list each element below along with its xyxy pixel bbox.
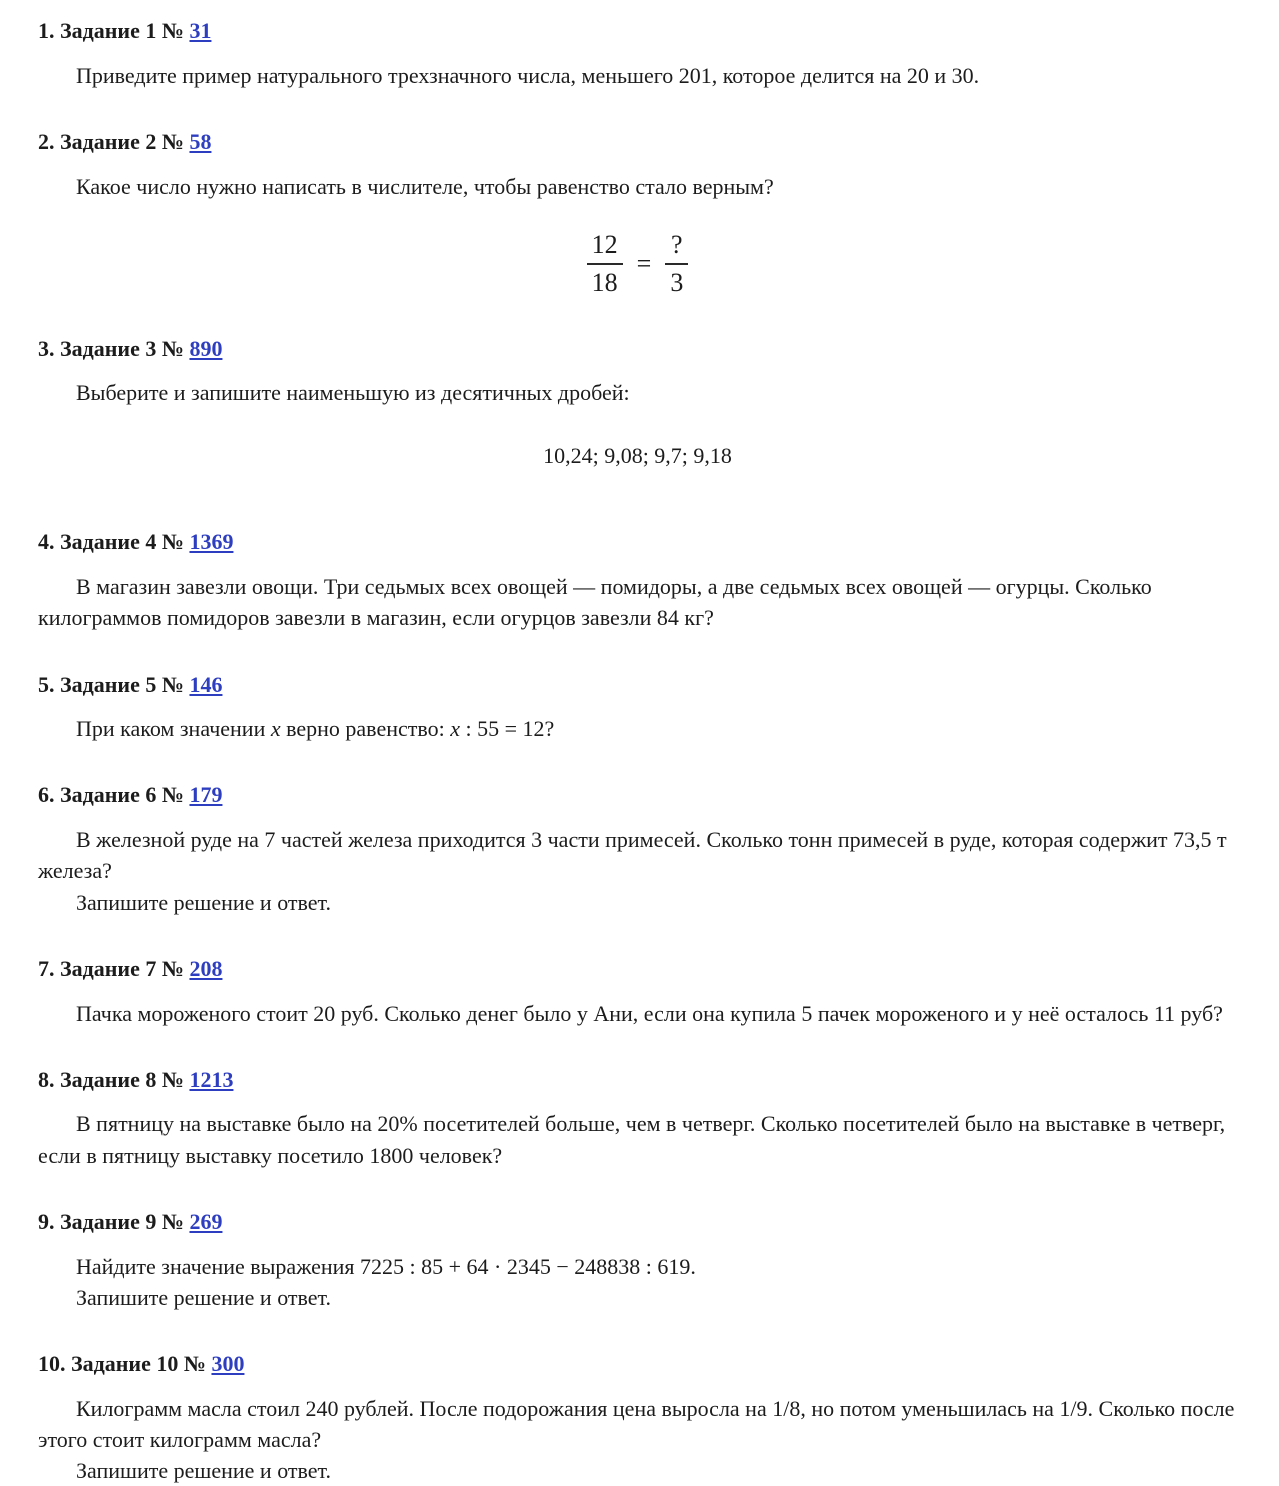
text-segment: верно равенство: (280, 716, 451, 742)
task-number-link[interactable]: 269 (189, 1208, 223, 1234)
variable-x: x (270, 716, 281, 742)
task-number-link[interactable]: 58 (189, 128, 212, 154)
variable-x: x (450, 716, 460, 742)
task-item-10 (38, 1349, 1237, 1486)
decimal-options: 10,24; 9,08; 9,7; 9,18 (543, 442, 732, 468)
task-text (38, 713, 1237, 744)
text-segment: При каком значении (76, 716, 271, 742)
task-heading-text: 8. Задание 8 № (38, 1066, 184, 1092)
fraction-denominator: 18 (591, 267, 618, 297)
task-text: Какое число нужно написать в числителе, чтобы равенство стало верным? (76, 173, 774, 199)
task-item-2 (38, 127, 1237, 298)
task-heading-text: 4. Задание 4 № (38, 529, 184, 555)
task-text: В пятницу на выставке было на 20% посетителей больше, чем в четверг. Сколько посетителей было на выставке в четверг, если в пятницу выставку посетило 1800 человек? (38, 1111, 1226, 1168)
task-heading (38, 1349, 1237, 1379)
task-heading-text: 9. Задание 9 № (38, 1208, 184, 1234)
task-heading-text: 5. Задание 5 № (38, 671, 184, 697)
task-number-link[interactable]: 31 (189, 18, 212, 43)
fraction-numerator: ? (665, 230, 688, 265)
task-item-5 (38, 670, 1237, 745)
task-number-link[interactable]: 208 (189, 955, 223, 981)
fraction-left (587, 230, 623, 298)
task-heading-text: 6. Задание 6 № (38, 782, 184, 808)
task-item-1 (38, 16, 1237, 91)
fraction-equation (38, 230, 1237, 298)
task-heading-text: 2. Задание 2 № (38, 128, 184, 154)
task-item-6 (38, 780, 1237, 917)
task-heading (38, 527, 1237, 557)
task-list (38, 16, 1237, 1486)
text-segment: : 55 = 12? (459, 716, 555, 742)
task-number-link[interactable]: 300 (211, 1351, 245, 1377)
task-heading (38, 16, 1237, 46)
task-number-link[interactable]: 890 (189, 335, 223, 361)
task-item-3 (38, 334, 1237, 472)
task-heading-text: 10. Задание 10 № (38, 1351, 206, 1377)
task-heading-text: 7. Задание 7 № (38, 955, 184, 981)
task-heading (38, 780, 1237, 810)
task-heading (38, 954, 1237, 984)
task-instruction: Запишите решение и ответ. (76, 1458, 331, 1484)
fraction-right (665, 230, 688, 298)
equals-sign: = (636, 248, 652, 278)
task-number-link[interactable]: 1369 (189, 529, 234, 555)
task-text: Найдите значение выражения 7225 : 85 + 64 · 2345 − 248838 : 619. (76, 1253, 696, 1279)
task-heading (38, 1065, 1237, 1095)
task-instruction: Запишите решение и ответ. (76, 1284, 331, 1310)
task-item-8 (38, 1065, 1237, 1171)
task-number-link[interactable]: 146 (189, 671, 223, 697)
task-text: Пачка мороженого стоит 20 руб. Сколько денег было у Ани, если она купила 5 пачек мороженого и у неё осталось 11 руб? (76, 1000, 1223, 1026)
task-heading (38, 1207, 1237, 1237)
task-item-9 (38, 1207, 1237, 1313)
fraction-denominator: 3 (670, 267, 684, 297)
task-heading (38, 670, 1237, 700)
task-item-7 (38, 954, 1237, 1029)
task-heading (38, 334, 1237, 364)
task-text: В железной руде на 7 частей железа приходится 3 части примесей. Сколько тонн примесей в руде, которая содержит 73,5 т железа? (38, 827, 1227, 884)
task-text: Выберите и запишите наименьшую из десятичных дробей: (76, 380, 630, 406)
fraction-numerator: 12 (587, 230, 623, 265)
task-heading-text: 1. Задание 1 № (38, 18, 184, 43)
task-heading (38, 127, 1237, 157)
task-text: Килограмм масла стоил 240 рублей. После подорожания цена выросла на 1/8, но потом уменьшилась на 1/9. Сколько после этого стоит килограмм масла? (38, 1395, 1235, 1452)
task-heading-text: 3. Задание 3 № (38, 335, 184, 361)
task-text: В магазин завезли овощи. Три седьмых всех овощей — помидоры, а две седьмых всех овощей — огурцы. Сколько килограммов помидоров завезли в магазин, если огурцов завезли 84 кг? (38, 574, 1152, 631)
task-text: Приведите пример натурального трехзначного числа, меньшего 201, которое делится на 20 и 30. (76, 62, 980, 88)
task-instruction: Запишите решение и ответ. (76, 889, 331, 915)
task-item-4 (38, 527, 1237, 633)
task-number-link[interactable]: 1213 (189, 1066, 234, 1092)
task-number-link[interactable]: 179 (189, 782, 223, 808)
